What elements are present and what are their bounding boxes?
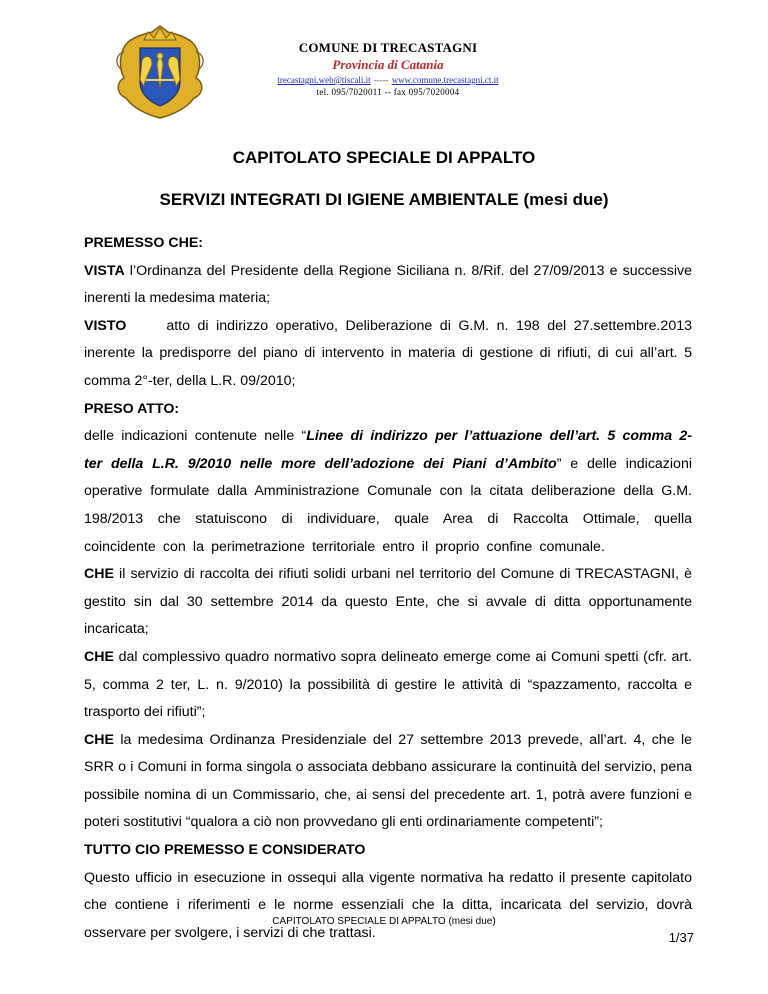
municipality-title: COMUNE DI TRECASTAGNI <box>298 40 478 55</box>
document-subtitle: SERVIZI INTEGRATI DI IGIENE AMBIENTALE (mesi due) <box>159 190 609 209</box>
link-separator: ----- <box>373 75 389 85</box>
province-name: Provincia di Catania <box>332 57 444 72</box>
tutto-heading <box>84 837 692 865</box>
visto-label: VISTO <box>84 317 127 334</box>
che-text-1: il servizio di raccolta dei rifiuti solidi urbani nel territorio del Comune di TRECASTAGNI, è gestito sin dal 30 settembre 2014 da questo Ente, che si avvale di ditta opportunamente incaricata; <box>84 566 692 638</box>
che-label-2: CHE <box>84 648 114 665</box>
vista-text: l’Ordinanza del Presidente della Regione Siciliana n. 8/Rif. del 27/09/2013 e successive inerenti la medesima materia; <box>84 262 692 307</box>
che-paragraph-3 <box>84 727 692 837</box>
tutto-label: TUTTO CIO PREMESSO E CONSIDERATO <box>84 842 366 859</box>
preso-text-1: delle indicazioni contenute nelle “ <box>84 428 307 445</box>
contact-links <box>240 75 536 85</box>
preso-text-2: ” e delle indicazioni operative formulate dalla Amministrazione Comunale con la citata deliberazione della G.M. 198/2013 che statuiscono di individuare, quale Area di Raccolta Ottimale, quella coincidente con la perimetrazione territoriale entro il proprio confine comunale. <box>84 455 692 555</box>
document-title: CAPITOLATO SPECIALE DI APPALTO <box>232 148 536 167</box>
premesso-label: PREMESSO CHE: <box>84 235 204 251</box>
final-text: Questo ufficio in esecuzione in ossequi alla vigente normativa ha redatto il presente capitolato che contiene i riferimenti e le norme essenziali che la ditta, incaricata del servizio, dovrà osservare per svolgere, i servizi di che trattasi. <box>84 869 692 941</box>
che-text-3: la medesima Ordinanza Presidenziale del 27 settembre 2013 prevede, all’art. 4, che le SRR o i Comuni in forma singola o associata debbano assicurare la continuità del servizio, pena possibile nomina di un Commissario, che, ai sensi del precedente art. 1, potrà avere funzioni e poteri sostitutivi “qualora a ciò non provvedano gli enti ordinariamente competenti”; <box>84 731 692 831</box>
coat-of-arms-logo <box>106 20 214 120</box>
preso-italic-title: Linee di indirizzo per l’attuazione dell’art. 5 comma 2-ter della L.R. 9/2010 nelle more dell’adozione dei Piani d’Ambito <box>84 428 693 472</box>
visto-paragraph <box>84 313 692 396</box>
email-link[interactable]: trecastagni.web@tiscali.it <box>277 75 371 85</box>
document-body <box>84 230 692 947</box>
premesso-heading <box>84 230 692 258</box>
che-label-3: CHE <box>84 731 114 748</box>
preso-atto-paragraph <box>84 423 692 561</box>
che-paragraph-2 <box>84 644 692 727</box>
visto-text: atto di indirizzo operativo, Deliberazione di G.M. n. 198 del 27.settembre.2013 inerente la predisporre del piano di intervento in materia di gestione di rifiuti, di cui all’art. 5 comma 2°-ter, della L.R. 09/2010; <box>84 317 692 389</box>
preso-atto-label: PRESO ATTO: <box>84 400 180 417</box>
che-paragraph-1 <box>84 561 692 644</box>
preso-atto-heading <box>84 396 692 424</box>
vista-paragraph <box>84 258 692 313</box>
vista-label: VISTA <box>84 262 125 279</box>
website-link[interactable]: www.comune.trecastagni.ct.it <box>391 75 499 85</box>
page-number: 1/37 <box>668 930 694 945</box>
phone-fax-line: tel. 095/7020011 -- fax 095/7020004 <box>316 87 460 97</box>
che-label-1: CHE <box>84 566 114 583</box>
final-paragraph <box>84 865 692 948</box>
running-footer: CAPITOLATO SPECIALE DI APPALTO (mesi due) <box>272 916 496 927</box>
che-text-2: dal complessivo quadro normativo sopra delineato emerge come ai Comuni spetti (cfr. art. 5, comma 2 ter, L. n. 9/2010) la possibilità di gestire le attività di “spazzamento, raccolta e trasporto dei rifiuti”; <box>84 648 692 721</box>
